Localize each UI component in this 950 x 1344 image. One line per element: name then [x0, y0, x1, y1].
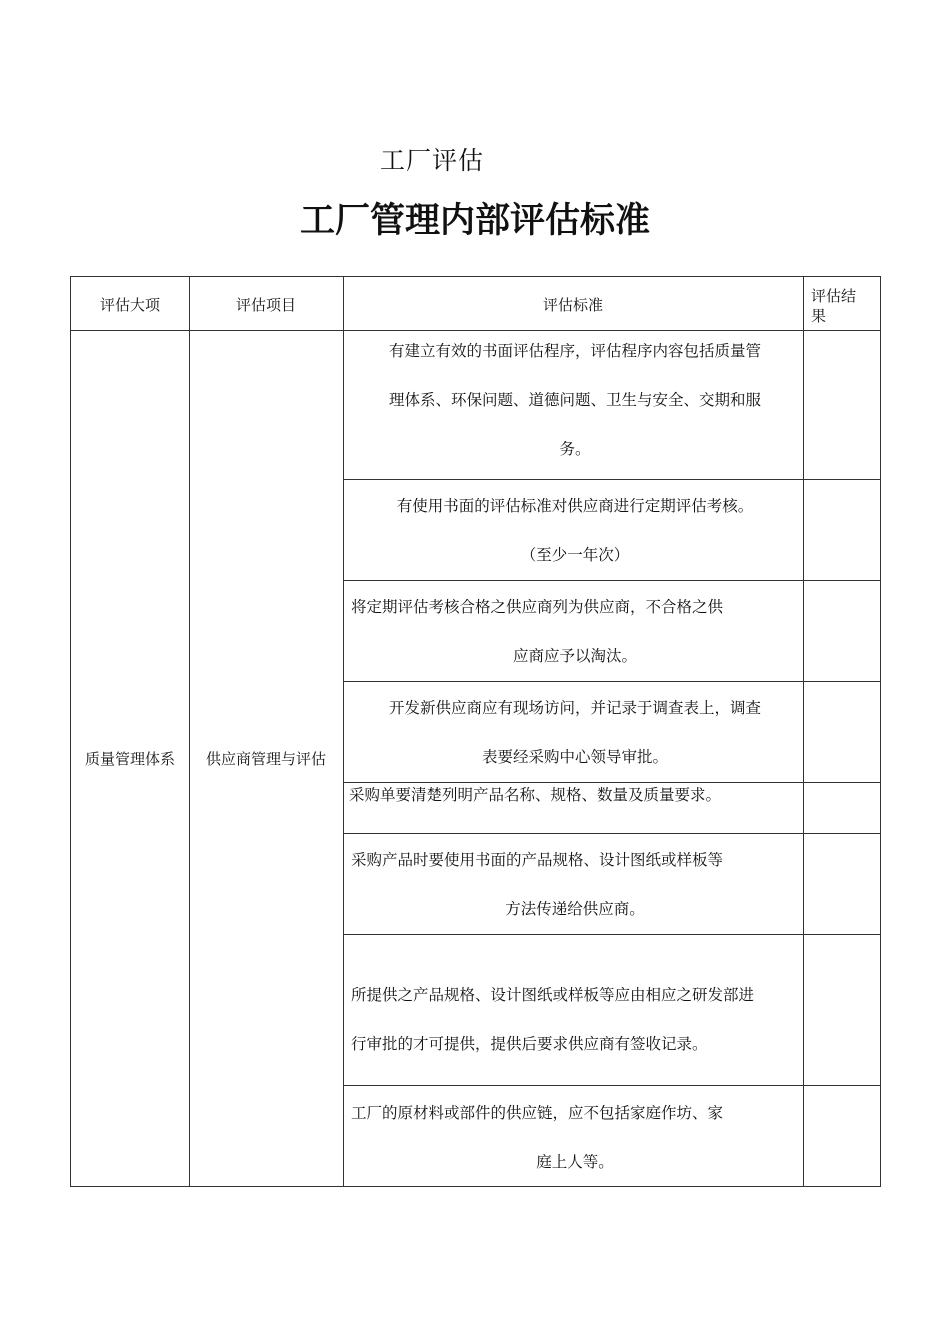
- row-divider: [343, 1085, 880, 1086]
- row-divider: [343, 934, 880, 935]
- column-divider: [343, 277, 344, 1186]
- criterion-cell: [345, 1089, 805, 1187]
- criterion-line: 行审批的才可提供，提供后要求供应商有签收记录。: [351, 1035, 708, 1053]
- criterion-cell: [345, 327, 805, 474]
- page-subtitle: 工厂评估: [380, 146, 485, 175]
- column-header-result: [811, 286, 856, 326]
- page-title: 工厂管理内部评估标准: [299, 201, 650, 241]
- column-header-criteria: 评估标准: [542, 296, 603, 314]
- column-header-result-line: 果: [811, 307, 827, 325]
- criterion-cell: [345, 482, 805, 580]
- criterion-line: （至少一年次）: [520, 546, 630, 564]
- criterion-cell: [349, 785, 721, 805]
- criterion-line: 方法传递给供应商。: [505, 900, 645, 918]
- row-divider: [343, 782, 880, 783]
- column-header-category: 评估大项: [99, 296, 160, 314]
- row-divider: [343, 580, 880, 581]
- criterion-cell: [345, 583, 805, 681]
- criterion-cell: [345, 684, 805, 782]
- column-divider: [189, 277, 190, 1186]
- criterion-line: 工厂的原材料或部件的供应链，应不包括家庭作坊、家: [351, 1104, 724, 1122]
- criterion-cell: [345, 836, 805, 934]
- criterion-line: 务。: [559, 440, 591, 458]
- criterion-line: 将定期评估考核合格之供应商列为供应商，不合格之供: [351, 598, 724, 616]
- criterion-cell: [345, 971, 805, 1069]
- row-divider: [343, 479, 880, 480]
- column-header-result-line: 评估结: [811, 287, 857, 305]
- row-divider: [343, 833, 880, 834]
- criterion-line: 表要经采购中心领导审批。: [481, 748, 668, 766]
- category-cell: 质量管理体系: [84, 750, 175, 768]
- item-cell: 供应商管理与评估: [205, 750, 326, 768]
- criterion-line: 采购单要清楚列明产品名称、规格、数量及质量要求。: [349, 786, 722, 804]
- evaluation-table: [70, 276, 881, 1187]
- criterion-line: 开发新供应商应有现场访问，并记录于调查表上，调查: [388, 699, 761, 717]
- column-header-item: 评估项目: [235, 296, 296, 314]
- criterion-line: 有使用书面的评估标准对供应商进行定期评估考核。: [396, 497, 754, 515]
- criterion-line: 应商应予以淘汰。: [512, 647, 637, 665]
- criterion-line: 庭上人等。: [536, 1153, 614, 1171]
- criterion-line: 有建立有效的书面评估程序，评估程序内容包括质量管: [388, 342, 761, 360]
- row-divider: [343, 681, 880, 682]
- criterion-line: 采购产品时要使用书面的产品规格、设计图纸或样板等: [351, 851, 724, 869]
- criterion-line: 理体系、环保问题、道德问题、卫生与安全、交期和服: [388, 391, 761, 409]
- criterion-line: 所提供之产品规格、设计图纸或样板等应由相应之研发部进: [351, 986, 755, 1004]
